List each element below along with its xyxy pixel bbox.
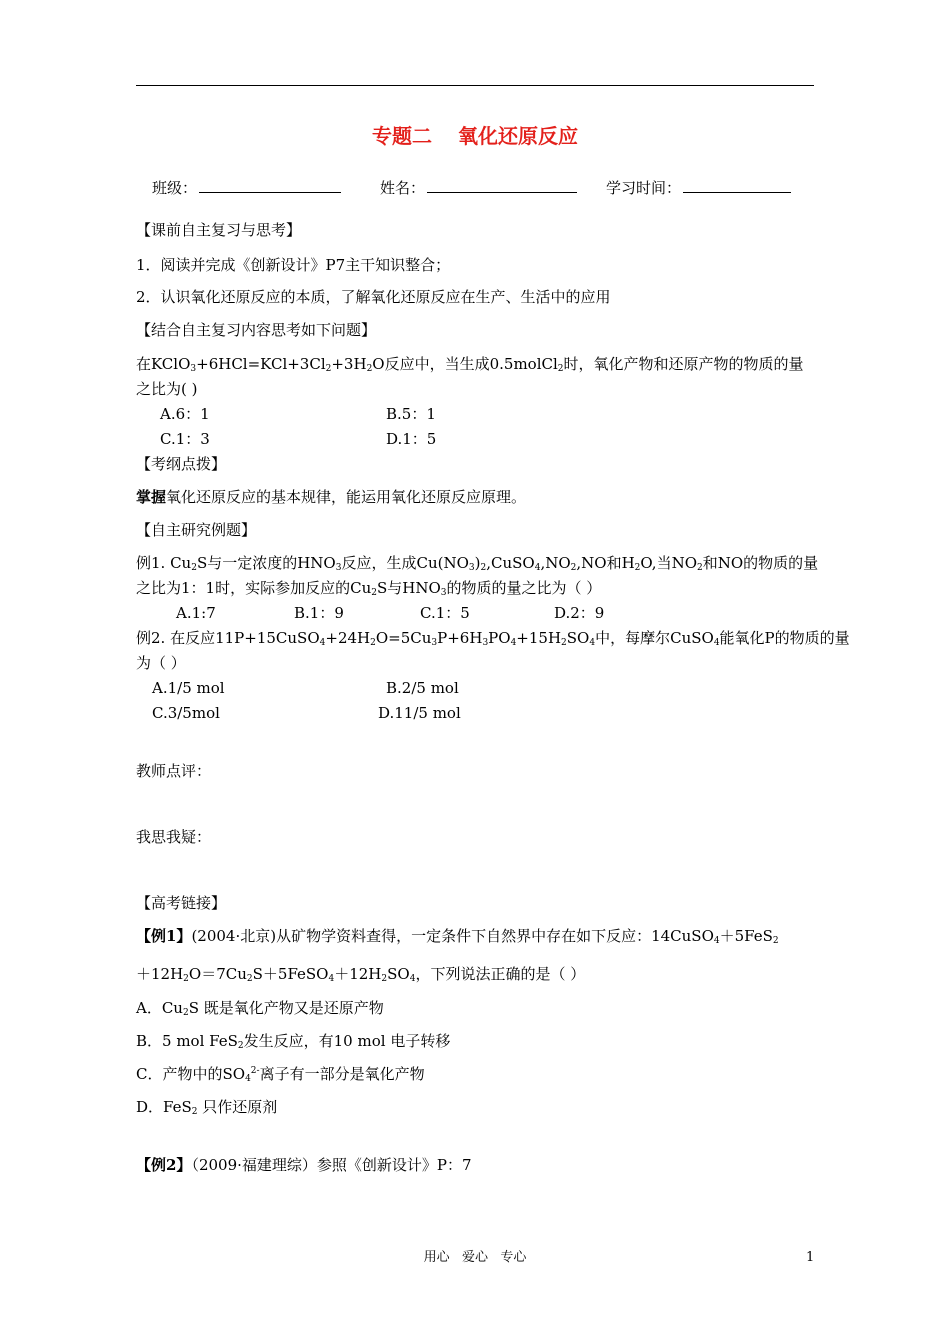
footer-motto: 用心 爱心 专心 bbox=[423, 1250, 527, 1265]
header-rule bbox=[136, 85, 814, 86]
section-heading-examples: 【自主研究例题】 bbox=[136, 521, 257, 539]
exam-example-1-line-1: 【例1】(2004·北京)从矿物学资料查得，一定条件下自然界中存在如下反应：14CuSO$_4$＋5FeS$_2$ bbox=[136, 927, 779, 946]
example-2-option-c: C.3/5mol bbox=[152, 704, 220, 722]
preview-item-2: 2．认识氧化还原反应的本质，了解氧化还原反应在生产、生活中的应用 bbox=[136, 288, 611, 306]
example-1-option-c: C.1：5 bbox=[420, 604, 470, 622]
option-d: D.1：5 bbox=[386, 430, 437, 448]
question-line-1: 在$KClO_3+6HCl=KCl+3Cl_2+3H_2O$反应中，当生成0.5molCl$_2$时，氧化产物和还原产物的物质的量 bbox=[136, 355, 804, 374]
section-heading-think: 【结合自主复习内容思考如下问题】 bbox=[136, 321, 377, 339]
option-c: C.1：3 bbox=[160, 430, 210, 448]
page-title: 专题二 氧化还原反应 bbox=[372, 124, 578, 148]
exam-option-a: A．$Cu_2S$ 既是氧化产物又是还原产物 bbox=[136, 999, 384, 1018]
page-number: 1 bbox=[806, 1250, 815, 1265]
example-2-option-a: A.1/5 mol bbox=[152, 679, 225, 697]
exam-option-c: C．产物中的$SO_4^{2-}$离子有一部分是氧化产物 bbox=[136, 1065, 425, 1084]
example-1-option-a: A.1:7 bbox=[176, 604, 216, 622]
teacher-comment-label: 教师点评： bbox=[136, 762, 212, 780]
self-question-label: 我思我疑： bbox=[136, 828, 212, 846]
name-field[interactable]: 姓名： bbox=[380, 178, 577, 196]
example-1-option-d: D.2：9 bbox=[554, 604, 605, 622]
option-b: B.5：1 bbox=[386, 405, 436, 423]
example-2-option-b: B.2/5 mol bbox=[386, 679, 459, 697]
section-heading-syllabus: 【考纲点拨】 bbox=[136, 455, 227, 473]
exam-option-d: D．FeS$_2$ 只作还原剂 bbox=[136, 1098, 278, 1117]
section-heading-preview: 【课前自主复习与思考】 bbox=[136, 221, 302, 239]
exam-example-2: 【例2】（2009·福建理综）参照《创新设计》P：7 bbox=[136, 1156, 472, 1174]
exam-example-1-line-2: $+12H_2O=7Cu_2S+5FeSO_4+12H_2SO_4$，下列说法正确的是（ ） bbox=[136, 965, 586, 984]
option-a: A.6：1 bbox=[160, 405, 210, 423]
class-field[interactable]: 班级： bbox=[152, 178, 341, 196]
exam-option-b: B．5 mol FeS$_2$发生反应，有10 mol 电子转移 bbox=[136, 1032, 451, 1051]
preview-item-1: 1．阅读并完成《创新设计》P7主干知识整合； bbox=[136, 256, 451, 274]
study-time-field[interactable]: 学习时间： bbox=[606, 178, 791, 196]
example-1-line-1: 例1. $Cu_2S$与一定浓度的$HNO_3$反应，生成$Cu(NO_3)_2,CuSO_4,NO_2,NO$和$H_2O$,当$NO_2$和NO的物质的量 bbox=[136, 554, 819, 573]
example-1-line-2: 之比为1：1时，实际参加反应的$Cu_2S$与$HNO_3$的物质的量之比为（ ） bbox=[136, 579, 602, 598]
example-2-line-1: 例2. 在反应$11P+15CuSO_4+24H_2O=5Cu_3P+6H_3PO_4+15H_2SO_4$中，每摩尔CuSO$_4$能氧化P的物质的量 bbox=[136, 629, 850, 648]
section-heading-exam-link: 【高考链接】 bbox=[136, 894, 227, 912]
question-line-2: 之比为( ) bbox=[136, 380, 198, 398]
example-2-line-2: 为（ ） bbox=[136, 654, 186, 672]
example-2-option-d: D.11/5 mol bbox=[378, 704, 461, 722]
syllabus-text: 掌握氧化还原反应的基本规律，能运用氧化还原反应原理。 bbox=[136, 488, 527, 506]
example-1-option-b: B.1：9 bbox=[294, 604, 344, 622]
